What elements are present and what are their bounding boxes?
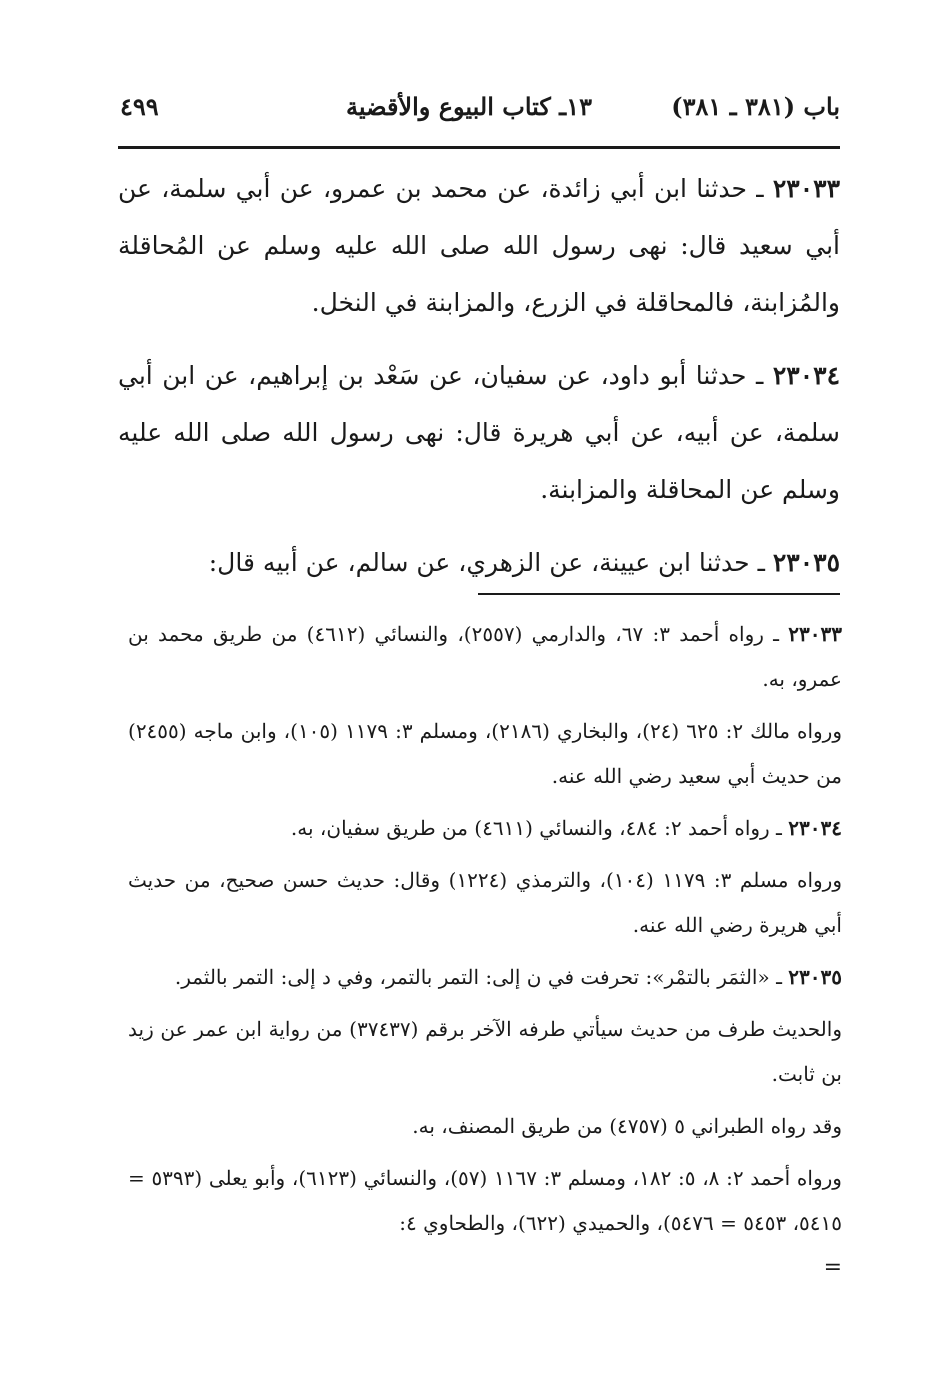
page-header (118, 88, 840, 144)
hadith-23034 (118, 347, 840, 518)
page-number: ٤٩٩ (120, 92, 159, 121)
hadith-number: ٢٣٠٣٥ (772, 548, 840, 577)
hadith-number: ٢٣٠٣٣ (772, 174, 840, 203)
footnote (128, 858, 842, 948)
hadith-text: ـ حدثنا ابن عيينة، عن الزهري، عن سالم، عن أبيه قال: (208, 548, 773, 577)
footnote-text: ورواه مسلم ٣: ١١٧٩ (١٠٤)، والترمذي (١٢٢٤) وقال: حديث حسن صحيح، من حديث أبي هريرة رضي الله عنه. (128, 868, 842, 937)
footnote (128, 709, 842, 799)
footnote (128, 1104, 842, 1149)
footnote-text: وقد رواه الطبراني ٥ (٤٧٥٧) من طريق المصنف، به. (412, 1114, 842, 1138)
footnote-text: ورواه أحمد ٢: ٨، ٥: ١٨٢، ومسلم ٣: ١١٦٧ (٥٧)، والنسائي (٦١٢٣)، وأبو يعلى (٥٣٩٣ = ٥٤١٥، ٥٤٥٣ = ٥٤٧٦)، والحميدي (٦٢٢)، والطحاوي ٤: (128, 1166, 842, 1235)
main-text (118, 160, 840, 607)
footnote (128, 806, 842, 851)
hadith-text: ـ حدثنا ابن أبي زائدة، عن محمد بن عمرو، عن أبي سلمة، عن أبي سعيد قال: نهى رسول الله صلى الله عليه وسلم عن المُحاقلة والمُزابنة، فالمحاقلة في الزرع، والمزابنة في النخل. (118, 174, 840, 317)
footnote (128, 1156, 842, 1246)
book-title: ١٣ـ كتاب البيوع والأقضية (346, 92, 592, 121)
footnote-text: ـ «الثمَر بالتمْر»: تحرفت في ن إلى: التمر بالتمر، وفي د إلى: التمر بالثمر. (174, 965, 789, 989)
footnote-number: ٢٣٠٣٣ (788, 622, 842, 646)
continuation-mark: = (823, 1255, 842, 1280)
hadith-23033 (118, 160, 840, 331)
footnote-separator (478, 593, 840, 595)
footnote-text: ورواه مالك ٢: ٦٢٥ (٢٤)، والبخاري (٢١٨٦)، ومسلم ٣: ١١٧٩ (١٠٥)، وابن ماجه (٢٤٥٥) من حديث أبي سعيد رضي الله عنه. (128, 719, 842, 788)
chapter-heading: باب (٣٨١ ـ ٣٨١) (671, 92, 840, 121)
footnote (128, 955, 842, 1000)
footnote-text: ـ رواه أحمد ٣: ٦٧، والدارمي (٢٥٥٧)، والنسائي (٤٦١٢) من طريق محمد بن عمرو، به. (128, 622, 842, 691)
hadith-text: ـ حدثنا أبو داود، عن سفيان، عن سَعْد بن إبراهيم، عن ابن أبي سلمة، عن أبيه، عن أبي هريرة قال: نهى رسول الله صلى الله عليه وسلم عن المحاقلة والمزابنة. (118, 361, 840, 504)
footnote-number: ٢٣٠٣٥ (788, 965, 842, 989)
footnote-text: والحديث طرف من حديث سيأتي طرفه الآخر برقم (٣٧٤٣٧) من رواية ابن عمر عن زيد بن ثابت. (128, 1017, 842, 1086)
header-rule (118, 146, 840, 149)
footnote (128, 1007, 842, 1097)
footnotes (128, 612, 842, 1283)
footnote-text: ـ رواه أحمد ٢: ٤٨٤، والنسائي (٤٦١١) من طريق سفيان، به. (290, 816, 789, 840)
hadith-number: ٢٣٠٣٤ (772, 361, 840, 390)
footnote (128, 612, 842, 702)
hadith-23035 (118, 534, 840, 591)
footnote-number: ٢٣٠٣٤ (788, 816, 842, 840)
